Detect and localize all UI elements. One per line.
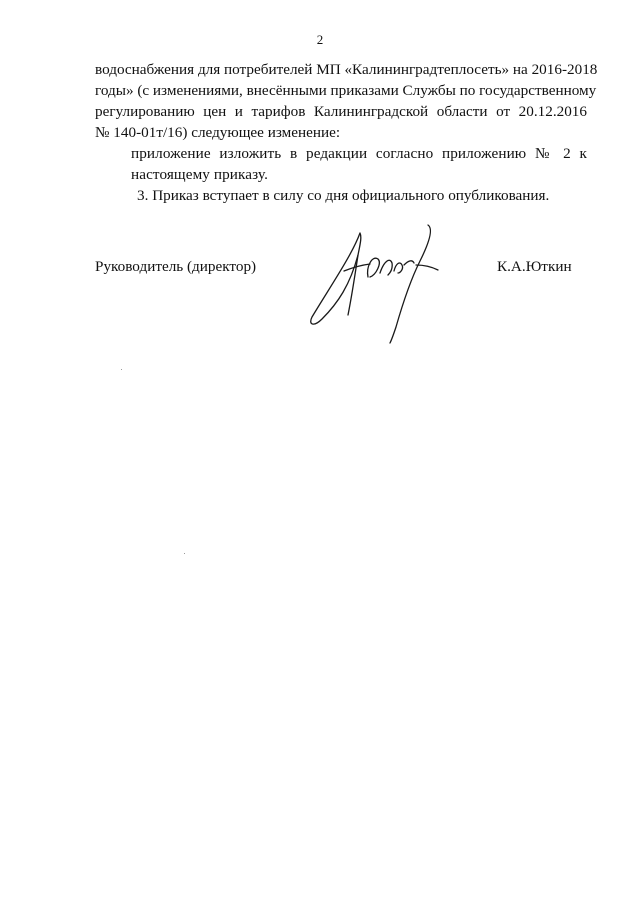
paragraph-effective-date: 3. Приказ вступает в силу со дня официального опубликования. [137, 187, 550, 204]
paragraph-line: годы» (с изменениями, внесёнными приказами Службы по государственному [95, 82, 597, 99]
page-number: 2 [316, 32, 324, 47]
signatory-name: К.А.Юткин [497, 258, 572, 275]
scan-speck [184, 553, 185, 554]
paragraph-amendment-context [95, 59, 598, 143]
scan-speck [121, 369, 122, 370]
paragraph-line: водоснабжения для потребителей МП «Калининградтеплосеть» на 2016-2018 [95, 61, 598, 78]
paragraph-line: приложение изложить в редакции согласно приложению № 2 к [131, 145, 587, 162]
paragraph-line: регулированию цен и тарифов Калининградской области от 20.12.2016 [95, 103, 587, 120]
handwritten-signature [300, 215, 450, 345]
paragraph-line: № 140-01т/16) следующее изменение: [95, 124, 341, 141]
paragraph-amendment-instruction [95, 143, 587, 185]
paragraph-line: настоящему приказу. [131, 166, 268, 183]
signatory-title: Руководитель (директор) [95, 258, 257, 275]
